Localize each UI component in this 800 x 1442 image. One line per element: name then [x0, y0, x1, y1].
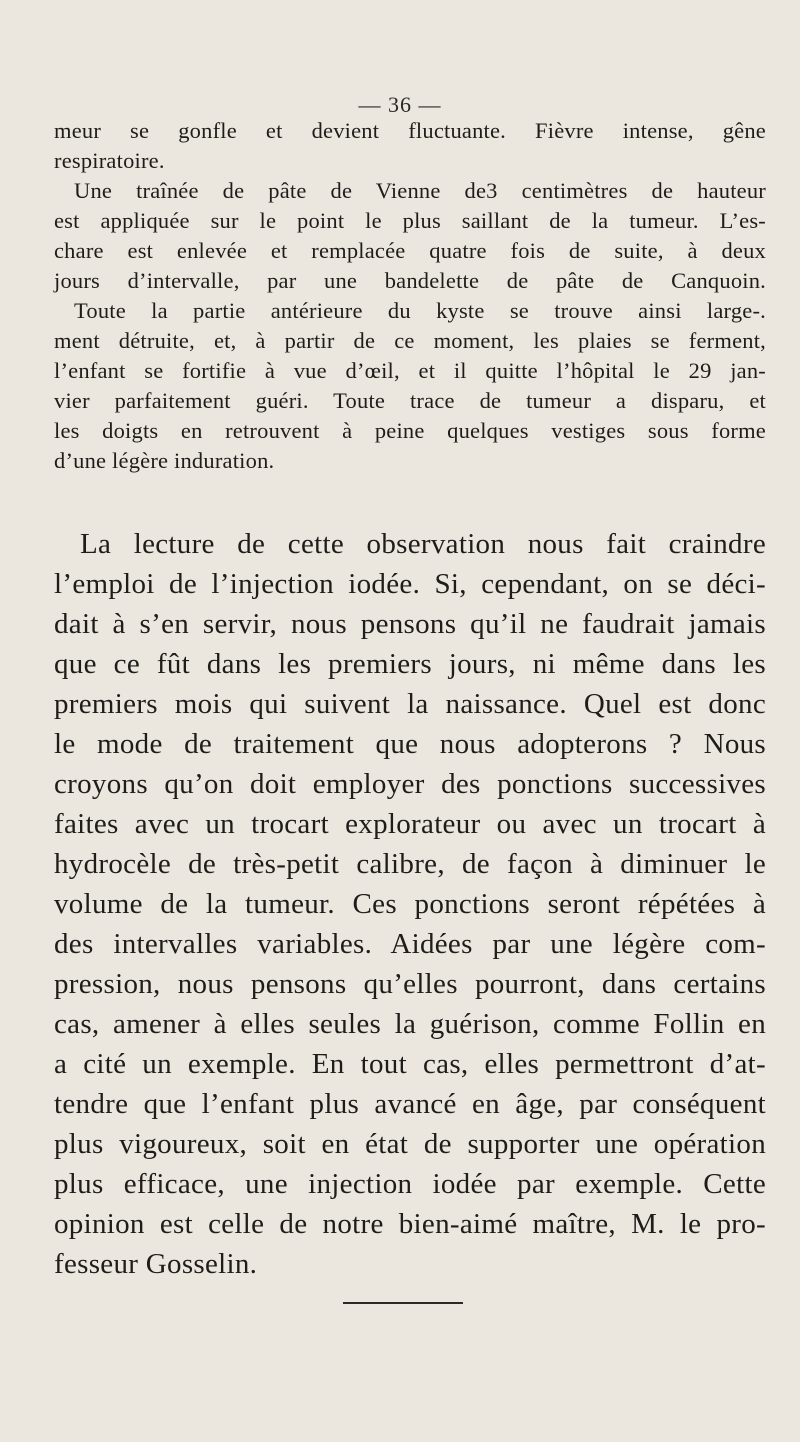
- text-line: premiers mois qui suivent la naissance. Quel est donc: [54, 688, 766, 720]
- text-line: a cité un exemple. En tout cas, elles permettront d’at-: [54, 1048, 766, 1080]
- text-line: Une traînée de pâte de Vienne de3 centimètres de hauteur: [74, 178, 766, 203]
- text-line: tendre que l’enfant plus avancé en âge, par conséquent: [54, 1088, 766, 1120]
- text-line: vier parfaitement guéri. Toute trace de tumeur a disparu, et: [54, 388, 766, 413]
- text-line: d’une légère induration.: [54, 448, 275, 473]
- page-number: — 36 —: [358, 92, 442, 117]
- text-line: respiratoire.: [54, 148, 165, 173]
- text-line: opinion est celle de notre bien-aimé maître, M. le pro-: [54, 1208, 766, 1240]
- text-line: cas, amener à elles seules la guérison, comme Follin en: [54, 1008, 766, 1040]
- text-line: le mode de traitement que nous adopterons ? Nous: [54, 728, 766, 760]
- text-line: les doigts en retrouvent à peine quelques vestiges sous forme: [54, 418, 766, 443]
- text-line: croyons qu’on doit employer des ponctions successives: [54, 768, 766, 800]
- text-line: Toute la partie antérieure du kyste se trouve ainsi large-.: [74, 298, 766, 323]
- text-line: l’emploi de l’injection iodée. Si, cependant, on se déci-: [54, 568, 766, 600]
- text-line: hydrocèle de très-petit calibre, de façon à diminuer le: [54, 848, 766, 880]
- text-line: plus vigoureux, soit en état de supporter une opération: [54, 1128, 766, 1160]
- text-line: que ce fût dans les premiers jours, ni même dans les: [54, 648, 766, 680]
- text-line: plus efficace, une injection iodée par exemple. Cette: [54, 1168, 766, 1200]
- text-line: La lecture de cette observation nous fait craindre: [80, 528, 766, 560]
- text-line: jours d’intervalle, par une bandelette de pâte de Canquoin.: [54, 268, 766, 293]
- end-rule-divider: [343, 1302, 463, 1304]
- text-line: volume de la tumeur. Ces ponctions seront répétées à: [54, 888, 766, 920]
- text-line: dait à s’en servir, nous pensons qu’il ne faudrait jamais: [54, 608, 766, 640]
- text-line: est appliquée sur le point le plus saillant de la tumeur. L’es-: [54, 208, 766, 233]
- text-line: chare est enlevée et remplacée quatre fois de suite, à deux: [54, 238, 766, 263]
- text-line: fesseur Gosselin.: [54, 1248, 258, 1280]
- text-line: l’enfant se fortifie à vue d’œil, et il quitte l’hôpital le 29 jan-: [54, 358, 766, 383]
- text-line: meur se gonfle et devient fluctuante. Fièvre intense, gêne: [54, 118, 766, 143]
- text-line: des intervalles variables. Aidées par une légère com-: [54, 928, 766, 960]
- text-line: pression, nous pensons qu’elles pourront, dans certains: [54, 968, 766, 1000]
- text-line: ment détruite, et, à partir de ce moment, les plaies se ferment,: [54, 328, 766, 353]
- text-line: faites avec un trocart explorateur ou avec un trocart à: [54, 808, 766, 840]
